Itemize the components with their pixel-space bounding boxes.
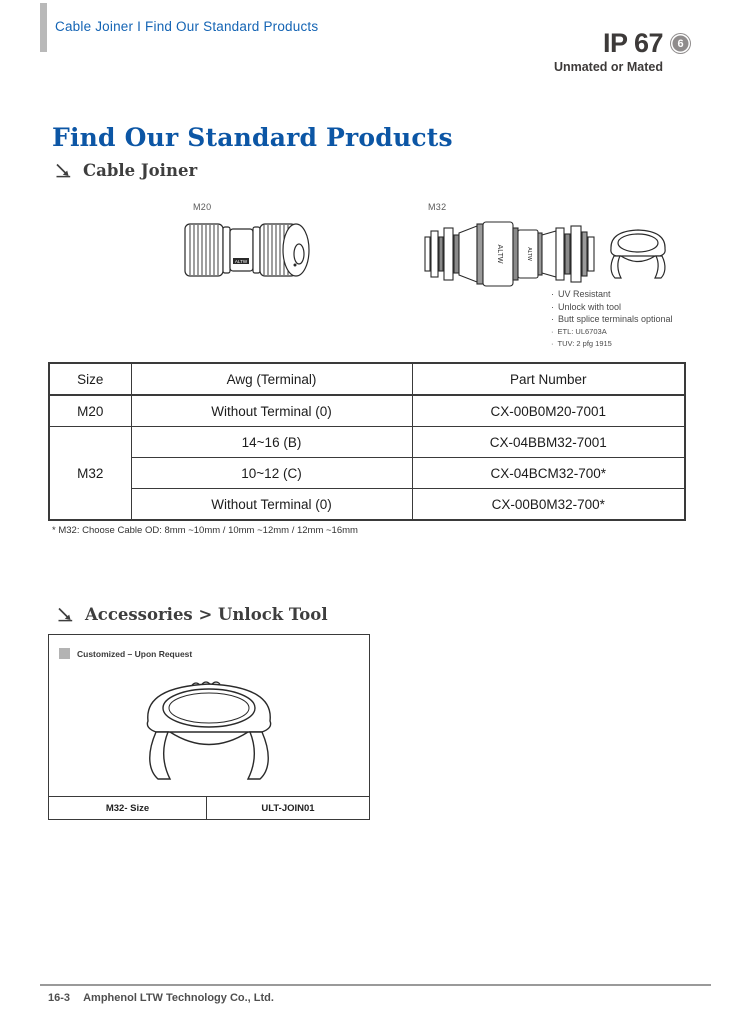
bullet-icon: · <box>551 301 554 312</box>
header-accent-bar <box>40 3 47 52</box>
ip-subtitle: Unmated or Mated <box>553 60 663 74</box>
certification-item: · ETL: UL6703A <box>551 326 607 336</box>
footer <box>48 992 274 1004</box>
table-footnote: * M32: Choose Cable OD: 8mm ~10mm / 10mm ~12mm / 12mm ~16mm <box>52 525 358 536</box>
unlock-tool-drawing-large <box>134 667 284 785</box>
feature-item: · Unlock with tool <box>551 301 622 312</box>
page-number: 16-3 <box>48 992 71 1004</box>
feature-item: · Butt splice terminals optional <box>551 314 673 324</box>
page-title: Find Our Standard Products <box>52 122 453 152</box>
figure-label-m20: M20 <box>193 202 212 212</box>
accessories-box <box>48 634 370 820</box>
figure-label-m32: M32 <box>428 202 447 212</box>
awg-cell: 14~16 (B) <box>131 427 412 458</box>
accessory-table-row <box>49 796 369 819</box>
unlock-tool-drawing-small <box>604 221 672 283</box>
company-name: Amphenol LTW Technology Co., Ltd. <box>83 992 274 1004</box>
m20-marking-text: ALTW <box>234 259 248 264</box>
col-header-awg: Awg (Terminal) <box>131 363 412 395</box>
size-cell: M20 <box>49 395 131 427</box>
awg-cell: 10~12 (C) <box>131 458 412 489</box>
awg-cell: Without Terminal (0) <box>131 395 412 427</box>
accessory-part-cell: ULT-JOIN01 <box>261 802 315 814</box>
col-header-part-number: Part Number <box>412 363 685 395</box>
accessory-size-cell: M32- Size <box>49 797 207 819</box>
m32-marking-text: ALTW <box>496 244 503 264</box>
col-header-size: Size <box>49 363 131 395</box>
ip-badge: 6 <box>671 34 690 53</box>
part-number-cell: CX-00B0M32-700* <box>412 489 685 521</box>
bullet-icon: · <box>551 314 554 324</box>
ip-rating: IP 67 <box>602 28 663 58</box>
bullet-icon: · <box>551 289 554 299</box>
part-number-cell: CX-04BBM32-7001 <box>412 427 685 458</box>
m20-product-drawing <box>183 212 315 290</box>
arrow-down-right-icon <box>55 163 72 178</box>
arrow-down-right-icon <box>57 607 74 622</box>
products-table <box>48 362 686 521</box>
section-heading-accessories <box>57 605 328 624</box>
certification-item: · TUV: 2 pfg 1915 <box>551 338 612 348</box>
feature-item: · UV Resistant <box>551 289 611 299</box>
section-title: Accessories > Unlock Tool <box>85 605 328 624</box>
swatch-icon <box>59 648 70 659</box>
section-heading-cable-joiner <box>55 161 197 180</box>
feature-list <box>551 288 673 350</box>
table-row <box>49 458 685 489</box>
table-row <box>49 395 685 427</box>
bullet-icon: · <box>551 338 554 348</box>
m32-marking-text-2: ALTW <box>526 247 532 261</box>
size-cell: M32 <box>49 427 131 521</box>
part-number-cell: CX-04BCM32-700* <box>412 458 685 489</box>
m32-product-drawing <box>423 215 601 293</box>
ip-rating-block <box>554 28 690 74</box>
awg-cell: Without Terminal (0) <box>131 489 412 521</box>
footer-divider <box>40 984 711 986</box>
table-header-row <box>49 363 685 395</box>
table-row <box>49 489 685 521</box>
bullet-icon: · <box>551 326 554 336</box>
breadcrumb: Cable Joiner I Find Our Standard Products <box>55 19 319 34</box>
table-row <box>49 427 685 458</box>
customized-note: Customized – Upon Request <box>59 648 192 659</box>
section-title: Cable Joiner <box>83 161 198 180</box>
part-number-cell: CX-00B0M20-7001 <box>412 395 685 427</box>
